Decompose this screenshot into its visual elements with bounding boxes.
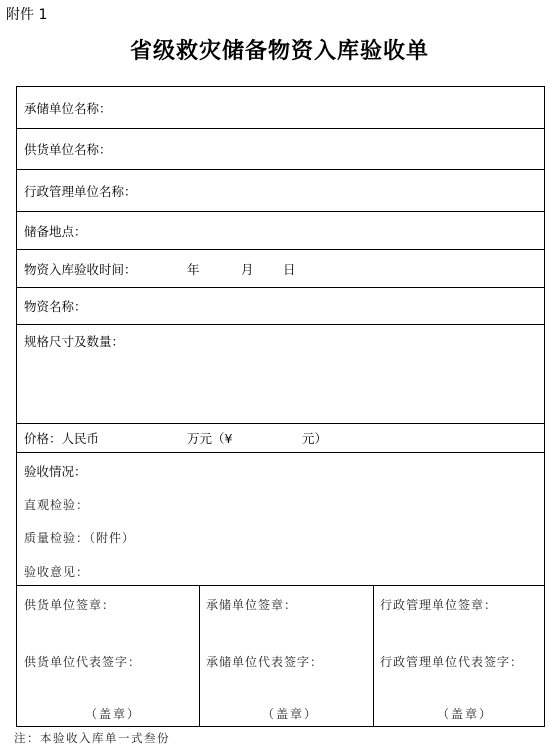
row-receipt-time (17, 250, 544, 288)
row-spec-quantity (17, 325, 544, 424)
admin-seal-label: 行政管理单位签章： (380, 598, 498, 612)
quality-inspection-label: 质量检验：（附件） (24, 531, 136, 545)
admin-rep-label: 行政管理单位代表签字： (380, 655, 524, 669)
supplier-rep-label: 供货单位代表签字： (24, 655, 142, 669)
storage-unit-label: 承储单位名称： (24, 100, 112, 116)
inspection-opinion-label: 验收意见： (24, 565, 90, 579)
visual-inspection-label: 直观检验： (24, 498, 90, 512)
price-label: 价格：人民币 (24, 431, 100, 446)
supplier-seal-label: 供货单位签章： (24, 598, 116, 612)
row-storage-unit (17, 87, 544, 129)
price-yuan-label: 元） (302, 431, 328, 446)
month-label: 月 (241, 261, 254, 277)
attachment-label: 附件 1 (6, 7, 48, 23)
admin-stamp: （盖章） (437, 707, 494, 721)
supplier-stamp: （盖章） (85, 707, 142, 721)
day-label: 日 (283, 261, 296, 277)
receipt-time-label: 物资入库验收时间： (24, 261, 137, 277)
signature-row (17, 586, 544, 726)
material-name-label: 物资名称： (24, 299, 87, 314)
row-inspection (17, 453, 544, 586)
receipt-form (16, 86, 545, 727)
row-storage-location (17, 212, 544, 250)
storage-location-label: 储备地点： (24, 223, 87, 239)
price-wan-label: 万元（¥ (187, 431, 233, 446)
signature-divider (199, 586, 200, 726)
year-label: 年 (187, 261, 200, 277)
row-supplier-unit (17, 129, 544, 170)
supplier-unit-label: 供货单位名称： (24, 142, 112, 157)
row-price (17, 424, 544, 453)
admin-unit-label: 行政管理单位名称： (24, 183, 137, 199)
storage-stamp: （盖章） (262, 707, 319, 721)
inspection-title: 验收情况： (24, 464, 87, 479)
row-admin-unit (17, 170, 544, 212)
signature-divider (373, 586, 374, 726)
storage-seal-label: 承储单位签章： (206, 598, 298, 612)
spec-quantity-label: 规格尺寸及数量： (24, 334, 125, 349)
storage-rep-label: 承储单位代表签字： (206, 655, 324, 669)
footer-note: 注：本验收入库单一式叁份 (14, 731, 170, 745)
page-title: 省级救灾储备物资入库验收单 (129, 38, 429, 64)
row-material-name (17, 288, 544, 325)
